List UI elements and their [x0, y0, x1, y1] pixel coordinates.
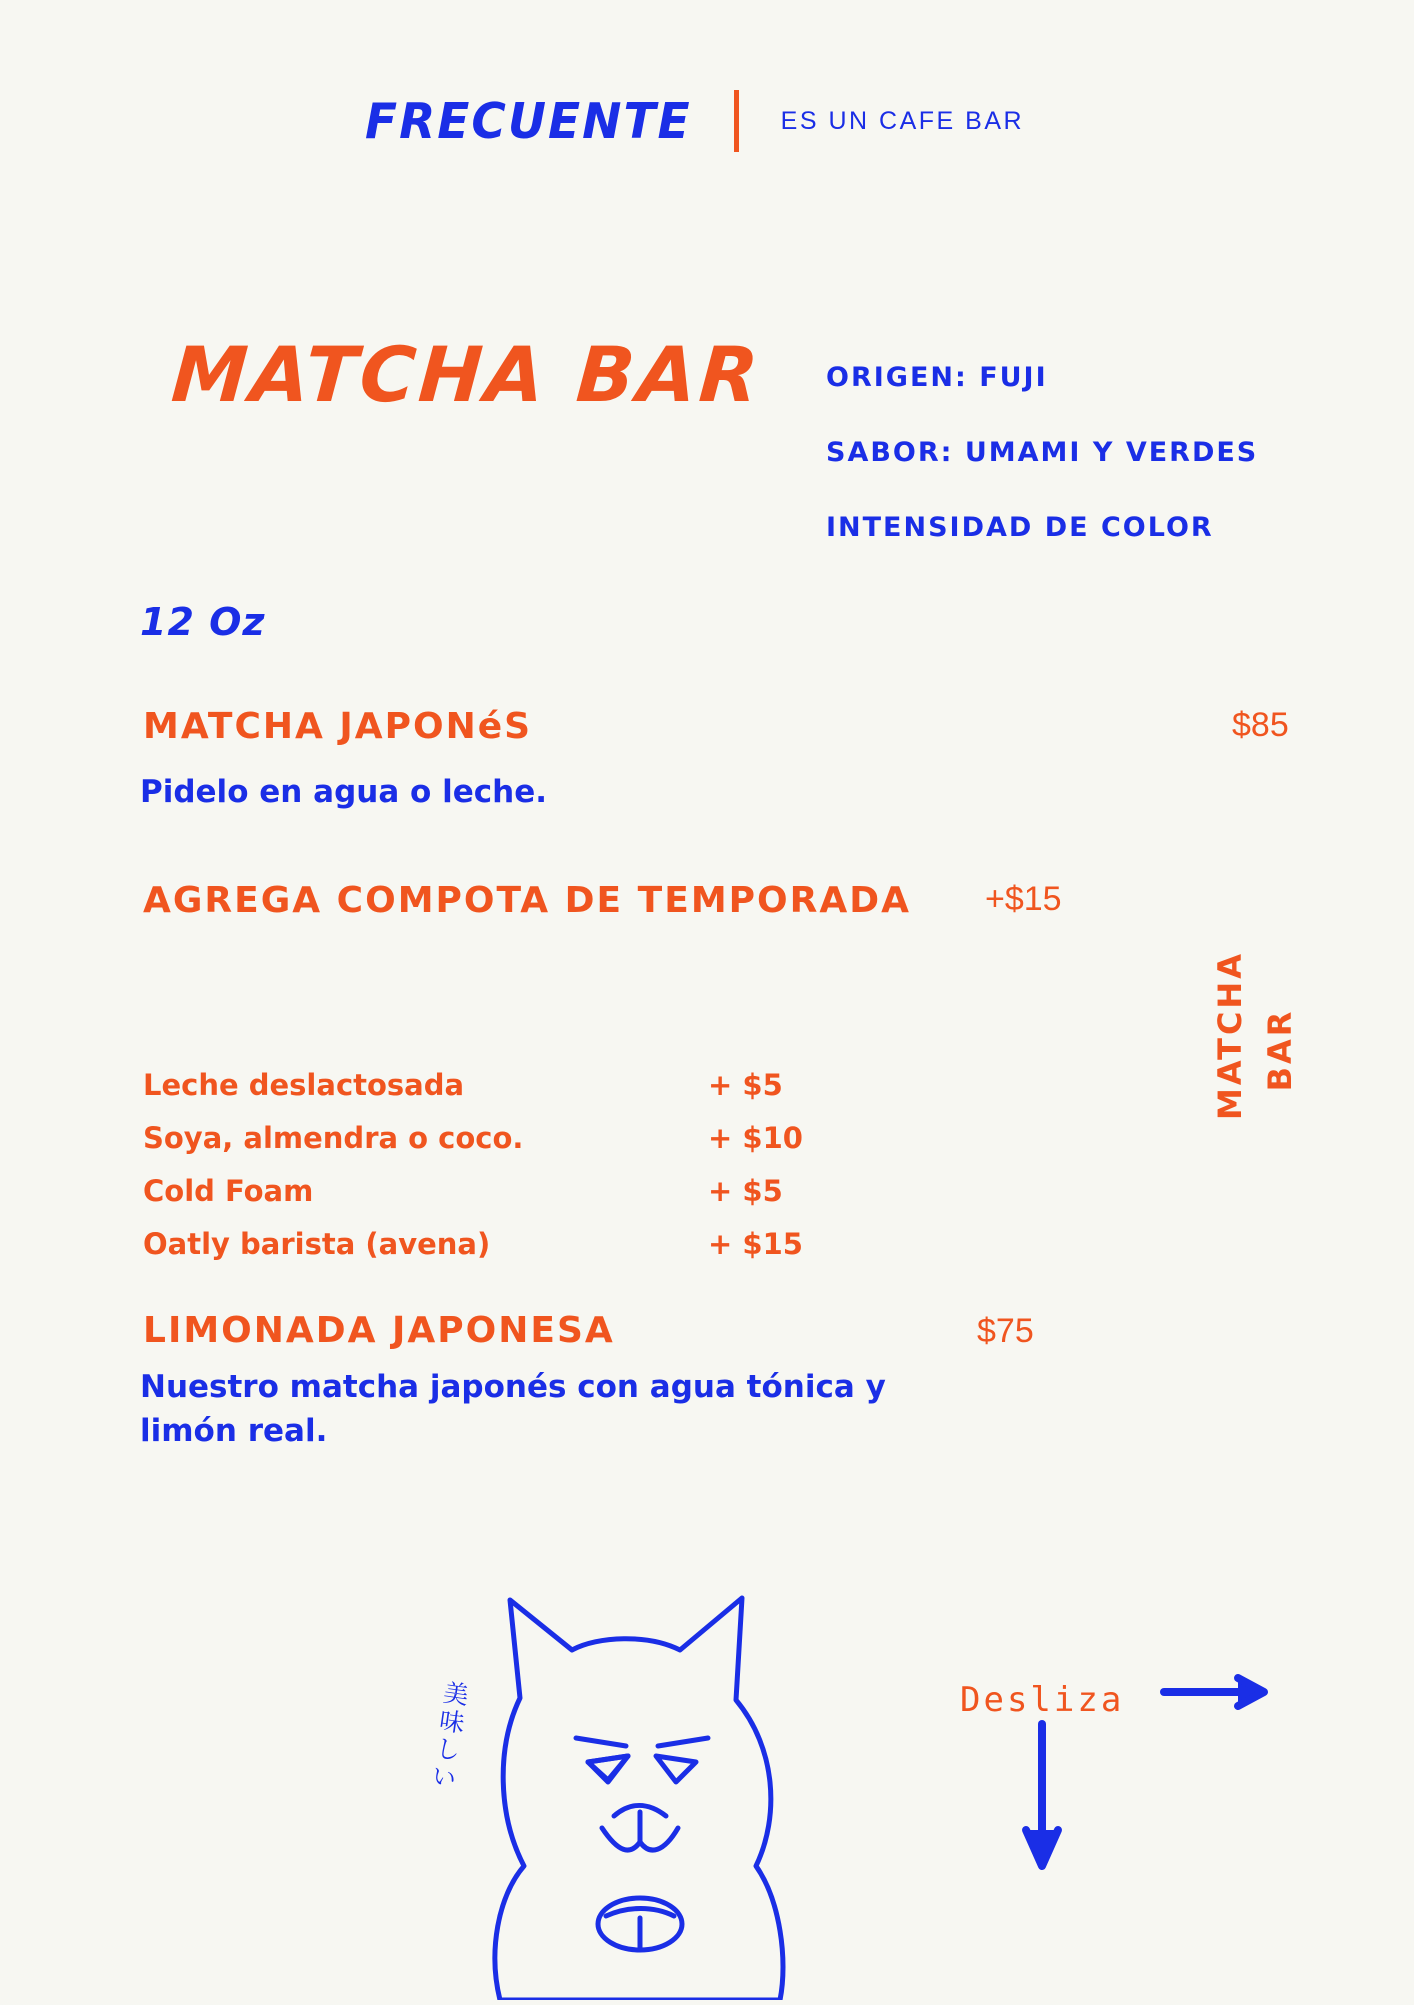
menu-item-price: $85 [1232, 706, 1289, 744]
spec-origin: ORIGEN: FUJI [826, 362, 1048, 393]
arrow-down-icon [1020, 1720, 1064, 1885]
list-item [143, 1121, 823, 1174]
page-title: MATCHA BAR [168, 330, 765, 419]
menu-item-price: $75 [977, 1312, 1034, 1350]
extra-label: Leche deslactosada [143, 1068, 465, 1102]
menu-item-name: LIMONADA JAPONESA [143, 1310, 615, 1351]
menu-item-description: Nuestro matcha japonés con agua tónica y limón real. [140, 1369, 886, 1449]
page-header [365, 90, 1024, 152]
matcha-specs [826, 340, 1258, 565]
list-item [143, 1174, 823, 1227]
extra-price: + $5 [708, 1068, 783, 1102]
extra-label: Soya, almendra o coco. [143, 1121, 524, 1155]
extras-list [143, 1068, 823, 1280]
header-divider [734, 90, 739, 152]
list-item [143, 1227, 823, 1280]
japanese-vertical-text: 美味しい [426, 1678, 471, 1794]
extra-price: + $5 [708, 1174, 783, 1208]
brand-tagline: ES UN CAFE BAR [780, 106, 1025, 135]
arrow-right-icon [1160, 1672, 1280, 1717]
list-item [143, 1068, 823, 1121]
extra-price: + $15 [708, 1227, 803, 1261]
spec-flavor: SABOR: UMAMI Y VERDES [826, 437, 1259, 468]
extra-label: Oatly barista (avena) [143, 1227, 491, 1261]
menu-item-name: MATCHA JAPONéS [143, 706, 533, 747]
extra-label: Cold Foam [143, 1174, 314, 1208]
cat-illustration-icon [480, 1580, 800, 2000]
extra-price: + $10 [708, 1121, 803, 1155]
menu-item-name: AGREGA COMPOTA DE TEMPORADA [143, 880, 911, 921]
spec-intensity: INTENSIDAD DE COLOR [826, 512, 1214, 543]
swipe-label: Desliza [960, 1680, 1125, 1720]
side-label-line1: MATCHA [1211, 951, 1249, 1120]
side-label [1205, 951, 1305, 1120]
menu-item-description: Pidelo en agua o leche. [140, 774, 548, 810]
menu-item-price: +$15 [985, 880, 1062, 918]
brand-logo: FRECUENTE [365, 92, 692, 150]
side-label-line2: BAR [1261, 1008, 1299, 1092]
size-label: 12 Oz [140, 600, 266, 644]
